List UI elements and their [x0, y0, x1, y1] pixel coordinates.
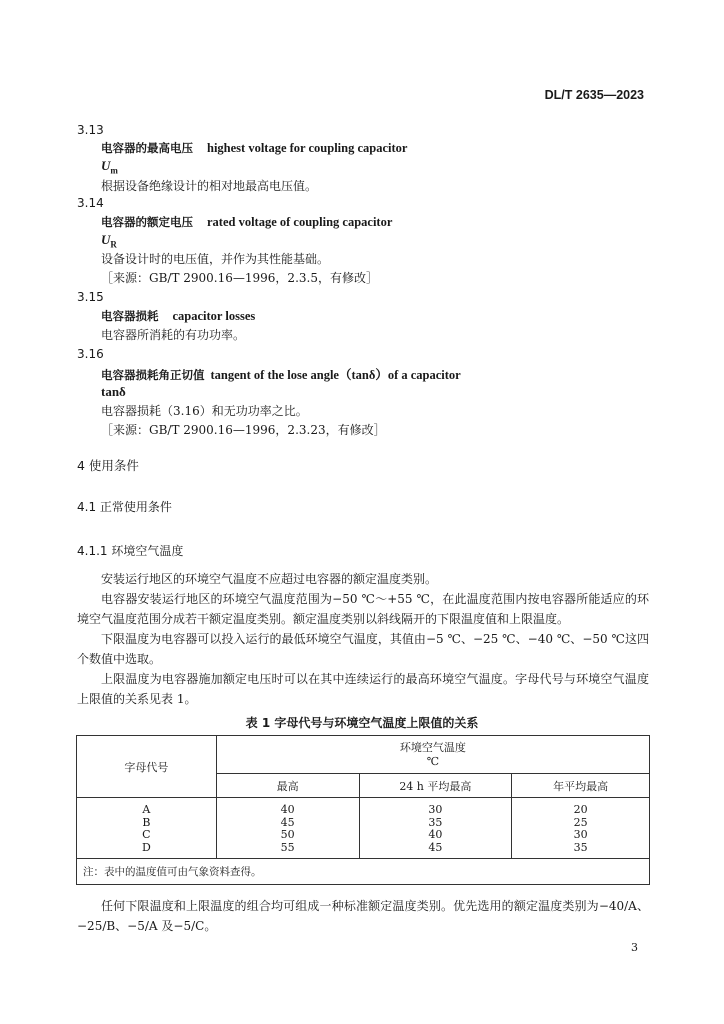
temperature-table: [76, 735, 650, 885]
letter-values: A B C D: [77, 798, 217, 859]
term-title: [101, 140, 407, 156]
standard-number: DL/T 2635—2023: [544, 88, 644, 102]
paragraph: 安装运行地区的环境空气温度不应超过电容器的额定温度类别。: [101, 572, 438, 586]
term-en: capacitor losses: [172, 309, 256, 323]
paragraph: 下限温度为电容器可以投入运行的最低环境空气温度，其值由−5 ℃、−25 ℃、−40 ℃、−50 ℃这四个数值中选取。: [77, 632, 649, 666]
avg24h-values: 30 35 40 45: [359, 798, 512, 859]
table-row: [77, 798, 650, 859]
section-heading: 4.1 正常使用条件: [77, 500, 172, 514]
term-en: highest voltage for coupling capacitor: [207, 141, 408, 155]
term-source: ［来源：GB/T 2900.16—1996，2.3.5，有修改］: [101, 271, 378, 285]
term-number: 3.14: [77, 196, 104, 210]
term-en: rated voltage of coupling capacitor: [207, 215, 393, 229]
term-source: ［来源：GB/T 2900.16—1996，2.3.23，有修改］: [101, 423, 386, 437]
column-header: 最高: [216, 774, 359, 798]
table-note: 注：表中的温度值可由气象资料查得。: [77, 859, 650, 885]
term-cn: 电容器损耗: [101, 309, 159, 323]
term-definition: 电容器所消耗的有功功率。: [101, 328, 246, 342]
term-number: 3.16: [77, 347, 104, 361]
column-header: 24 h 平均最高: [359, 774, 512, 798]
term-symbol: tanδ: [101, 384, 126, 399]
term-cn: 电容器的额定电压: [101, 215, 193, 229]
paragraph: 上限温度为电容器施加额定电压时可以在其中连续运行的最高环境空气温度。字母代号与环境空气温度上限值的关系见表 1。: [77, 672, 649, 706]
table-caption: 表 1 字母代号与环境空气温度上限值的关系: [245, 716, 479, 730]
term-title: [101, 214, 392, 230]
term-title: [101, 365, 461, 383]
term-definition: 设备设计时的电压值，并作为其性能基础。: [101, 252, 330, 266]
term-en: tangent of the lose angle（tanδ）of a capacitor: [210, 368, 461, 382]
term-definition: 根据设备绝缘设计的相对地最高电压值。: [101, 179, 318, 193]
letter-code-header: 字母代号: [77, 736, 217, 798]
ambient-temperature-header: 环境空气温度 ℃: [216, 736, 649, 774]
term-symbol: $U_R$: [101, 232, 117, 250]
page-number: 3: [631, 941, 638, 954]
unit-label: ℃: [426, 754, 440, 768]
term-number: 3.15: [77, 290, 104, 304]
paragraph: 电容器安装运行地区的环境空气温度范围为−50 ℃～+55 ℃，在此温度范围内按电容器所能适应的环境空气温度范围分成若干额定温度类别。额定温度类别以斜线隔开的下限温度值和上限温度。: [77, 592, 649, 626]
max-values: 40 45 50 55: [216, 798, 359, 859]
term-symbol: $U_m$: [101, 158, 118, 176]
term-cn: 电容器的最高电压: [101, 141, 193, 155]
section-heading: 4.1.1 环境空气温度: [77, 544, 184, 558]
paragraph: 任何下限温度和上限温度的组合均可组成一种标准额定温度类别。优先选用的额定温度类别为−40/A、−25/B、−5/A 及−5/C。: [77, 899, 649, 933]
column-header: 年平均最高: [512, 774, 650, 798]
table-note-row: [77, 859, 650, 885]
section-heading: 4 使用条件: [77, 458, 139, 473]
term-number: 3.13: [77, 123, 104, 137]
term-title: [101, 308, 255, 324]
term-cn: 电容器损耗角正切值: [101, 368, 205, 382]
annual-values: 20 25 30 35: [512, 798, 650, 859]
term-definition: 电容器损耗（3.16）和无功功率之比。: [101, 404, 308, 418]
